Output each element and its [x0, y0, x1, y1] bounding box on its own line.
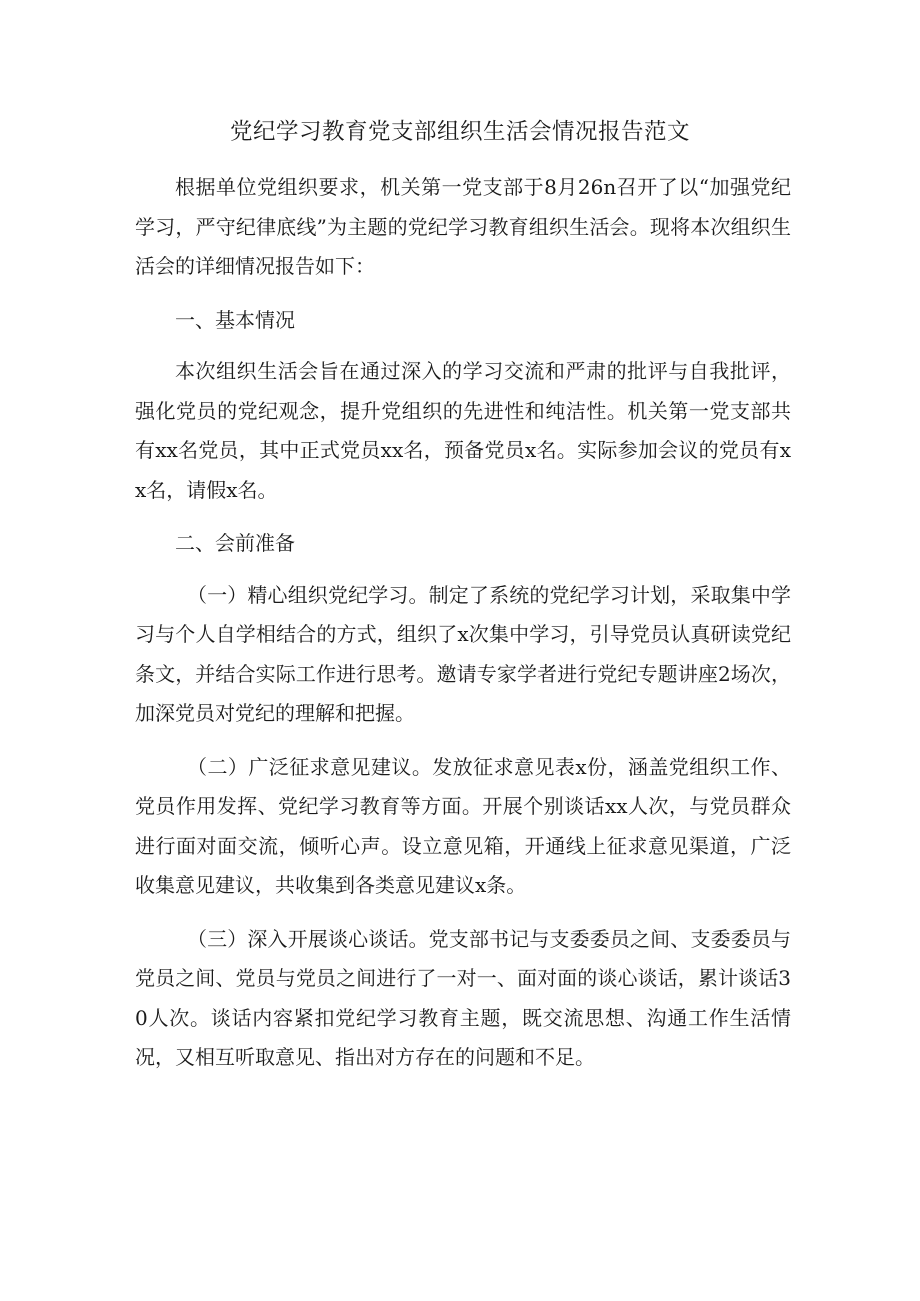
- document-body: [135, 168, 791, 1092]
- intro-paragraph: 根据单位党组织要求，机关第一党支部于8月26n召开了以“加强党纪学习，严守纪律底线”为主题的党纪学习教育组织生活会。现将本次组织生活会的详细情况报告如下：: [135, 175, 791, 278]
- section-heading-basic-info: 一、基本情况: [175, 307, 295, 332]
- basic-info-paragraph: 本次组织生活会旨在通过深入的学习交流和严肃的批评与自我批评，强化党员的党纪观念，提升党组织的先进性和纯洁性。机关第一党支部共有xx名党员，其中正式党员xx名，预备党员x名。实际参加会议的党员有xx名，请假x名。: [135, 359, 791, 502]
- document-title: 党纪学习教育党支部组织生活会情况报告范文: [229, 119, 690, 145]
- section-heading-preparation: 二、会前准备: [175, 531, 295, 555]
- preparation-item-3: （三）深入开展谈心谈话。党支部书记与支委委员之间、支委委员与党员之间、党员与党员之间进行了一对一、面对面的谈心谈话，累计谈话30人次。谈话内容紧扣党纪学习教育主题，既交流思想、沟通工作生活情况，又相互听取意见、指出对方存在的问题和不足。: [135, 926, 791, 1069]
- preparation-item-2: （二）广泛征求意见建议。发放征求意见表x份，涵盖党组织工作、党员作用发挥、党纪学习教育等方面。开展个别谈话xx人次，与党员群众进行面对面交流，倾听心声。设立意见箱，开通线上征求意见渠道，广泛收集意见建议，共收集到各类意见建议x条。: [135, 754, 791, 897]
- preparation-item-1: （一）精心组织党纪学习。制定了系统的党纪学习计划，采取集中学习与个人自学相结合的方式，组织了x次集中学习，引导党员认真研读党纪条文，并结合实际工作进行思考。邀请专家学者进行党纪专题讲座2场次，加深党员对党纪的理解和把握。: [135, 582, 791, 725]
